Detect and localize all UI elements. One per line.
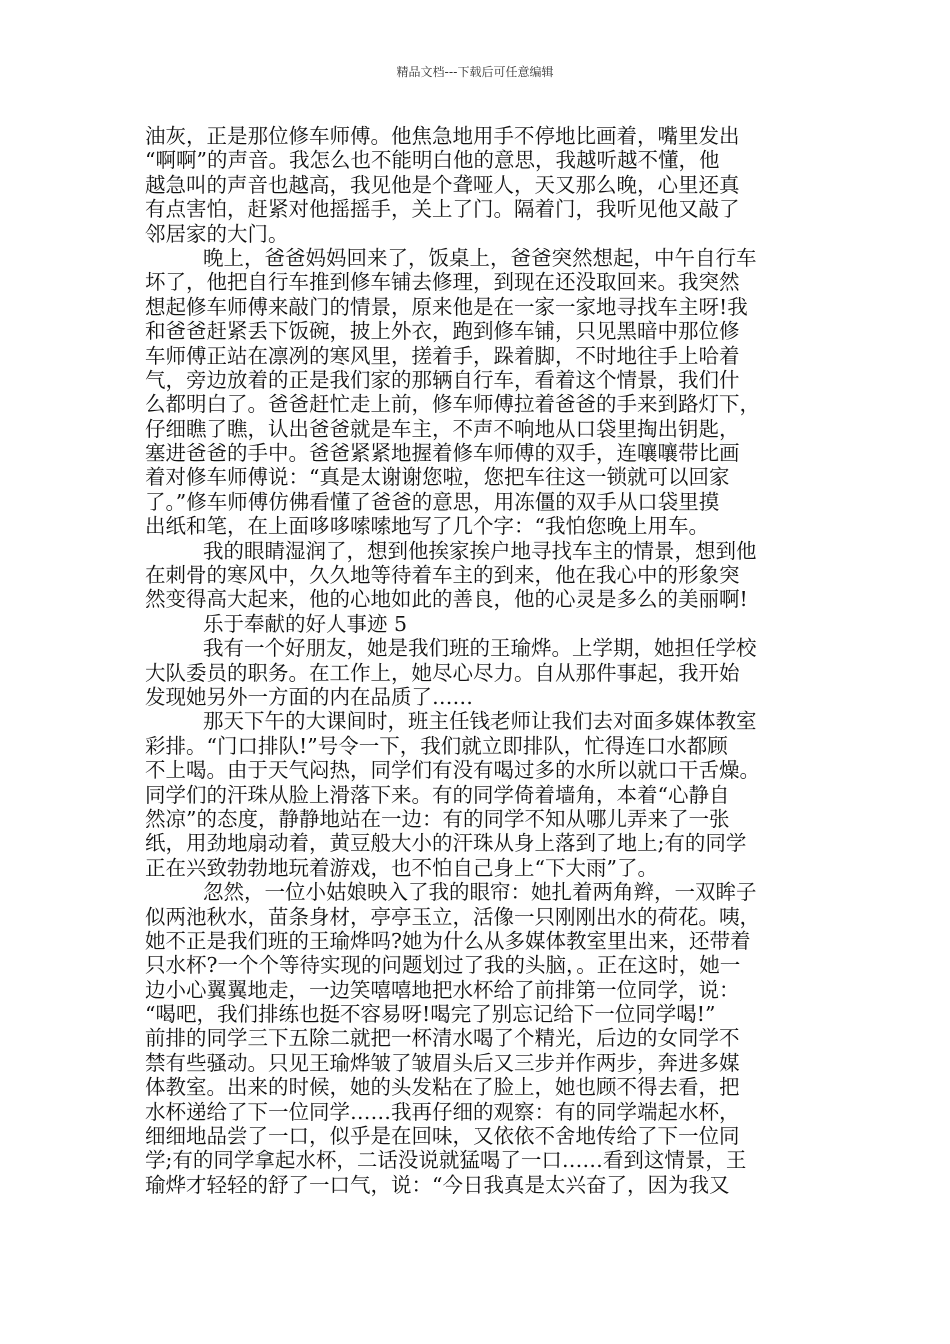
text-line: 彩排。“门口排队!”号令一下，我们就立即排队，忙得连口水都顾 — [145, 733, 728, 758]
text-line: 瑜烨才轻轻的舒了一口气，说：“今日我真是太兴奋了，因为我又 — [145, 1172, 730, 1197]
text-line: 么都明白了。爸爸赶忙走上前，修车师傅拉着爸爸的手来到路灯下， — [145, 392, 760, 417]
text-line: 前排的同学三下五除二就把一杯清水喝了个精光，后边的女同学不 — [145, 1026, 740, 1051]
text-line: 水杯递给了下一位同学……我再仔细的观察：有的同学端起水杯， — [145, 1099, 740, 1124]
text-line: 车师傅正站在凛冽的寒风里，搓着手，跺着脚，不时地往手上哈着 — [145, 343, 740, 368]
text-line: 油灰，正是那位修车师傅。他焦急地用手不停地比画着，嘴里发出 — [145, 124, 740, 148]
text-line: 然凉”的态度，静静地站在一边：有的同学不知从哪儿弄来了一张 — [145, 806, 730, 831]
text-line: 邻居家的大门。 — [145, 221, 289, 246]
text-line: 似两池秋水，苗条身材，亭亭玉立，活像一只刚刚出水的荷花。咦， — [145, 904, 760, 929]
text-line: 忽然，一位小姑娘映入了我的眼帘：她扎着两角辫，一双眸子 — [203, 880, 757, 905]
text-line: 体教室。出来的时候，她的头发粘在了脸上，她也顾不得去看，把 — [145, 1075, 740, 1100]
text-line: 有点害怕，赶紧对他摇摇手，关上了门。隔着门，我听见他又敲了 — [145, 197, 740, 222]
text-line: 她不正是我们班的王瑜烨吗?她为什么从多媒体教室里出来，还带着 — [145, 928, 751, 953]
text-line: 细细地品尝了一口，似乎是在回味，又依依不舍地传给了下一位同 — [145, 1124, 740, 1149]
text-line: 大队委员的职务。在工作上，她尽心尽力。自从那件事起，我开始 — [145, 660, 740, 685]
body-text — [145, 124, 815, 1197]
text-line: 正在兴致勃勃地玩着游戏，也不怕自己身上“下大雨”了。 — [145, 855, 658, 880]
text-line: 出纸和笔，在上面哆哆嗦嗦地写了几个字：“我怕您晚上用车。 — [145, 514, 709, 539]
text-line: 坏了，他把自行车推到修车铺去修理，到现在还没取回来。我突然 — [145, 270, 740, 295]
text-line: 然变得高大起来，他的心地如此的善良，他的心灵是多么的美丽啊! — [145, 587, 748, 612]
text-line: 纸，用劲地扇动着，黄豆般大小的汗珠从身上落到了地上;有的同学 — [145, 831, 747, 856]
text-line: 学;有的同学拿起水杯，二话没说就猛喝了一口……看到这情景，王 — [145, 1148, 747, 1173]
page-header: 精品文档---下载后可任意编辑 — [396, 65, 554, 79]
text-line: “喝吧，我们排练也挺不容易呀!喝完了别忘记给下一位同学喝!” — [145, 1002, 716, 1027]
text-line: 气，旁边放着的正是我们家的那辆自行车，看着这个情景，我们什 — [145, 367, 740, 392]
text-line: 和爸爸赶紧丢下饭碗，披上外衣，跑到修车铺，只见黑暗中那位修 — [145, 319, 740, 344]
text-line: 只水杯?一个个等待实现的问题划过了我的头脑，。正在这时，她一 — [145, 953, 741, 978]
text-line: 发现她另外一方面的内在品质了…… — [145, 684, 473, 709]
text-line: 我有一个好朋友，她是我们班的王瑜烨。上学期，她担任学校 — [203, 636, 757, 661]
text-line: 乐于奉献的好人事迹 5 — [203, 611, 408, 636]
text-line: 着对修车师傅说：“真是太谢谢您啦，您把车往这一锁就可以回家 — [145, 465, 730, 490]
text-line: 塞进爸爸的手中。爸爸紧紧地握着修车师傅的双手，连嚷嚷带比画 — [145, 441, 740, 466]
text-line: 仔细瞧了瞧，认出爸爸就是车主，不声不响地从口袋里掏出钥匙， — [145, 416, 740, 441]
text-line: 了。”修车师傅仿佛看懂了爸爸的意思，用冻僵的双手从口袋里摸 — [145, 489, 720, 514]
text-line: 想起修车师傅来敲门的情景，原来他是在一家一家地寻找车主呀!我 — [145, 294, 748, 319]
text-line: 边小心翼翼地走，一边笑嘻嘻地把水杯给了前排第一位同学，说： — [145, 977, 740, 1002]
text-line: 不上喝。由于天气闷热，同学们有没有喝过多的水所以就口干舌燥。 — [145, 758, 760, 783]
text-line: 在刺骨的寒风中，久久地等待着车主的到来，他在我心中的形象突 — [145, 563, 740, 588]
text-line: “啊啊”的声音。我怎么也不能明白他的意思，我越听越不懂，他 — [145, 148, 720, 173]
text-line: 我的眼睛湿润了，想到他挨家挨户地寻找车主的情景，想到他 — [203, 538, 757, 563]
text-line: 越急叫的声音也越高，我见他是个聋哑人，天又那么晚，心里还真 — [145, 172, 740, 197]
text-line: 同学们的汗珠从脸上滑落下来。有的同学倚着墙角，本着“心静自 — [145, 782, 730, 807]
text-line: 禁有些骚动。只见王瑜烨皱了皱眉头后又三步并作两步，奔进多媒 — [145, 1050, 740, 1075]
text-line: 那天下午的大课间时，班主任钱老师让我们去对面多媒体教室 — [203, 709, 757, 734]
text-line: 晚上，爸爸妈妈回来了，饭桌上，爸爸突然想起，中午自行车 — [203, 245, 757, 270]
